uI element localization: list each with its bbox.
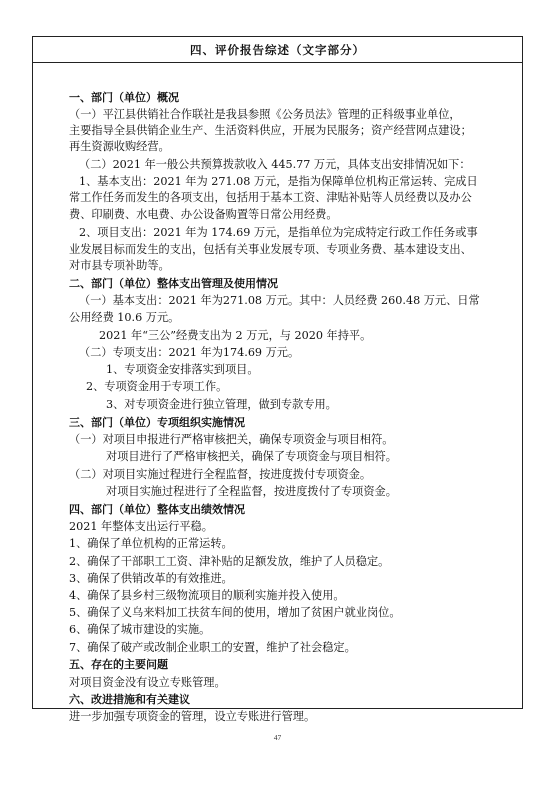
text-line: 对市县专项补助等。 — [69, 259, 170, 272]
text-line: 常工作任务而发生的各项支出，包括用于基本工资、津贴补贴等人员经费以及办公 — [69, 191, 472, 204]
text-line: 进一步加强专项资金的管理，设立专账进行管理。 — [69, 710, 316, 723]
heading-project-implementation: 三、部门（单位）专项组织实施情况 — [69, 416, 245, 429]
text-line: 对项目实施过程进行了全程监督，按进度拨付了专项资金。 — [106, 485, 397, 498]
heading-performance: 四、部门（单位）整体支出绩效情况 — [69, 503, 245, 516]
text-line: 费、印刷费、水电费、办公设备购置等日常公用经费。 — [69, 208, 338, 221]
text-line: 1、基本支出：2021 年为 271.08 万元，是指为保障单位机构正常运转、完成日 — [79, 175, 478, 188]
heading-problems: 五、存在的主要问题 — [69, 658, 168, 671]
heading-overview: 一、部门（单位）概况 — [69, 91, 179, 104]
section-title: 四、评价报告综述（文字部分） — [33, 37, 522, 63]
heading-expenditure-management: 二、部门（单位）整体支出管理及使用情况 — [69, 277, 278, 290]
text-line: 4、确保了县乡村三级物流项目的顺利实施并投入使用。 — [69, 589, 345, 602]
text-line: （二）2021 年一般公共预算拨款收入 445.77 万元，具体支出安排情况如下： — [79, 158, 471, 171]
text-line: 主要指导全县供销企业生产、生活资料供应，开展为民服务；资产经营网点建设； — [69, 124, 472, 137]
text-line: 1、确保了单位机构的正常运转。 — [69, 537, 233, 550]
heading-suggestions: 六、改进措施和有关建议 — [69, 693, 190, 706]
text-line: 5、确保了义乌来料加工扶贫车间的使用，增加了贫困户就业岗位。 — [69, 606, 401, 619]
text-line: 2、项目支出：2021 年为 174.69 万元，是指单位为完成特定行政工作任务或事 — [79, 226, 478, 239]
text-line: （一）对项目申报进行严格审核把关，确保专项资金与项目相符。 — [69, 433, 394, 446]
text-line: （二）专项支出：2021 年为174.69 万元。 — [79, 346, 300, 359]
page-number: 47 — [273, 733, 282, 742]
text-line: 业发展目标而发生的支出，包括有关事业发展专项、专项业务费、基本建设支出、 — [69, 243, 472, 256]
text-line: （一）基本支出：2021 年为271.08 万元。其中：人员经费 260.48 万元、日常 — [79, 294, 480, 307]
text-line: （二）对项目实施过程进行全程监督，按进度拨付专项资金。 — [69, 468, 372, 481]
text-line: 7、确保了破产或改制企业职工的安置，维护了社会稳定。 — [69, 641, 356, 654]
text-line: 2021 年整体支出运行平稳。 — [69, 520, 213, 533]
text-line: 2、专项资金用于专项工作。 — [86, 380, 228, 393]
text-line: 2021 年“三公”经费支出为 2 万元，与 2020 年持平。 — [99, 329, 372, 342]
text-line: 1、专项资金安排落实到项目。 — [106, 363, 259, 376]
text-line: 对项目进行了严格审核把关，确保了专项资金与项目相符。 — [106, 450, 397, 463]
report-frame — [32, 36, 523, 723]
text-line: 再生资源收购经营。 — [69, 140, 170, 153]
text-line: （一）平江县供销社合作联社是我县参照《公务员法》管理的正科级事业单位， — [69, 108, 461, 121]
text-line: 公用经费 10.6 万元。 — [69, 311, 180, 324]
text-line: 3、对专项资金进行独立管理，做到专款专用。 — [106, 398, 337, 411]
text-line: 2、确保了干部职工工资、津补贴的足额发放，维护了人员稳定。 — [69, 555, 390, 568]
text-line: 3、确保了供销改革的有效推进。 — [69, 572, 233, 585]
text-line: 对项目资金没有设立专账管理。 — [69, 676, 226, 689]
text-line: 6、确保了城市建设的实施。 — [69, 623, 211, 636]
